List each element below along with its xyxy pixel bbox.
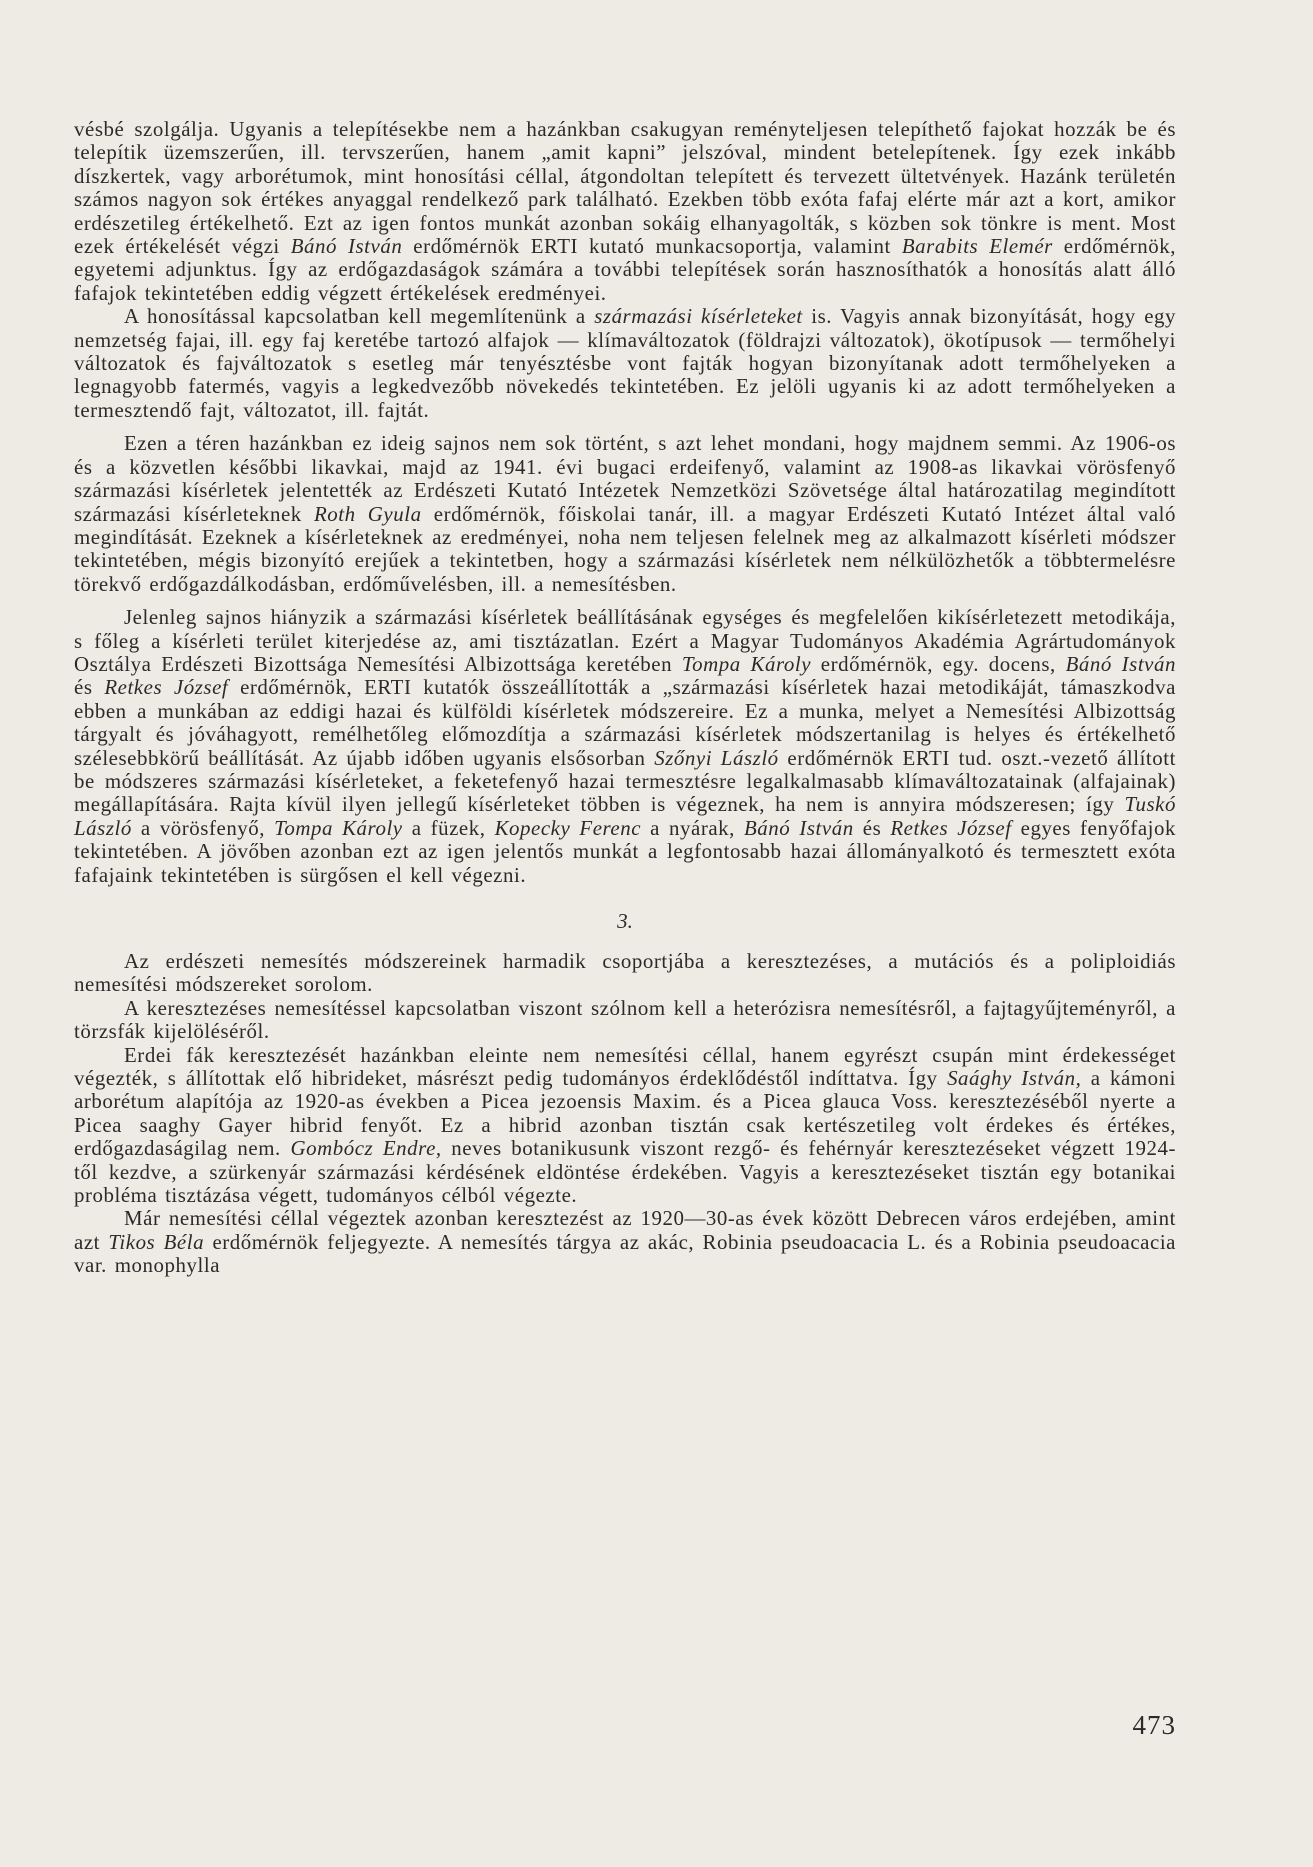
text-run: Ezen a téren hazánkban ez ideig sajnos nem sok történt, s azt lehet mondani, hogy majdnem semmi. Az 1906-os és a közvetlen későbbi likavkai, majd az 1941. évi bugaci erdeifenyő, valamint az 1908-as likavkai vörösfenyő származási kísérletek jelentették az Erdészeti Kutató Intézetek Nemzetközi Szövetsége által határozatilag megindított származási kísérleteknek [74, 431, 1176, 526]
text-run: erdőmérnök, egyetemi adjunktus. Így az erdőgazdaságok számára a további telepítések során hasznosíthatók a honosítás alatt álló fafajok tekintetében eddig végzett értékelések eredményei. [74, 234, 1177, 305]
text-run: erdőmérnök, főiskolai tanár, ill. a magyar Erdészeti Kutató Intézet által való megindítását. Ezeknek a kísérleteknek az eredményei, noha nem teljesen felelnek meg az alkalmazott kísérleti módszer tekintetében, mégis bizonyító erejűek a tekintetben, hogy a származási kísérletek nem nélkülözhetők a többtermelésre törekvő erdőgazdálkodásban, erdőművelésben, ill. a nemesítésben. [74, 501, 1176, 596]
paragraph-5 [74, 950, 1176, 997]
person-name: Bánó István [290, 234, 403, 259]
person-name: Bánó István [1065, 651, 1176, 676]
paragraph-8 [74, 1207, 1176, 1277]
paragraph-4 [74, 606, 1176, 887]
page-number: 473 [1132, 1710, 1176, 1740]
text-run: erdőmérnök ERTI tud. oszt.-vezető állított be módszeres származási kísérleteket, a feketefenyő hazai termesztésre legalkalmasabb klímaváltozatainak (alfajainak) megállapítására. Rajta kívül ilyen jellegű kísérleteket többen is végeznek, ha nem is annyira módszeresen; így [74, 745, 1176, 817]
text-run: Jelenleg sajnos hiányzik a származási kísérletek beállításának egységes és megfelelően kikísérletezett metodikája, s főleg a kísérleti terület kiterjedése az, ami tisztázatlan. Ezért a Magyar Tudományos Akadémia Agrártudományok Osztálya Erdészeti Bizottsága Nemesítési Albizottsága keretében [74, 605, 1176, 676]
text-run: vésbé szolgálja. Ugyanis a telepítésekbe nem a hazánkban csakugyan reményteljesen telepíthető fajokat hozzák be és telepítik üzemszerűen, ill. tervszerűen, hanem „amit kapni” jelszóval, mindent betelepítenek. Így ezek inkább díszkertek, vagy arborétumok, mint honosítási céllal, átgondoltan telepített és tervezett ültetvények. Hazánk területén számos nagyon sok értékes anyaggal rendelkező park található. Ezekben több exóta fafaj elérte már azt a kort, amikor erdészetileg értékelhető. Ezt az igen fontos munkát azonban sokáig elhanyagolták, s közben sok tönkre is ment. Most ezek értékelését végzi [74, 117, 1176, 259]
text-run: a nyárak, [641, 815, 744, 840]
text-run: a kámoni arborétum alapítója az 1920-as években a Picea jezoensis Maxim. és a Picea glauca Voss. keresztezéséből nyerte a Picea saaghy Gayer hibrid fenyőt. Ez a hibrid azonban tisztán csak kertészetileg volt érdekes és értékes, erdőgazdaságilag nem. [74, 1066, 1176, 1161]
person-name: Retkes József [104, 675, 229, 700]
text-run: erdőmérnök, ERTI kutatók összeállították a „származási kísérletek hazai metodikáját, támaszkodva ebben a munkában az eddigi hazai és külföldi kísérletek módszereire. Ez a munka, melyet a Nemesítési Albizottság tárgyalt és jóváhagyott, remélhetőleg előmozdítja a származási kísérletek módszertanilag is helyes és értékelhető szélesebbkörű beállítását. Az újabb időben ugyanis elsősorban [74, 675, 1176, 770]
paragraph-1 [74, 118, 1176, 305]
text-run: erdőmérnök, egy. docens, [811, 651, 1066, 676]
paragraph-3 [74, 432, 1176, 596]
person-name: Barabits Elemér [901, 234, 1053, 259]
text-run: a vörösfenyő, [131, 815, 275, 840]
person-name: Kopecky Ferenc [494, 815, 642, 840]
text-run: neves botanikusunk viszont rezgő- és fehérnyár keresztezéseket végzett 1924-től kezdve, a szürkenyár származási kérdésének eldöntése érdekében. Vagyis a keresztezéseket tisztán egy botanikai probléma tisztázása végett, tudományos célból végezte. [74, 1136, 1176, 1208]
page-body [74, 118, 1176, 1278]
paragraph-7 [74, 1044, 1176, 1208]
person-name: Tompa Károly [681, 651, 812, 676]
person-name: Tompa Károly [274, 815, 403, 840]
person-name: Roth Gyula [313, 501, 422, 526]
text-run: is. Vagyis annak bizonyítását, hogy egy nemzetség fajai, ill. egy faj keretébe tartozó alfajok — klímaváltozatok (földrajzi változatok), ökotípusok — termőhelyi változatok és fajváltozatok s esetleg már tenyésztésbe vont fajták hogyan bizonyítanak adott termőhelyeken a legnagyobb fatermés, vagyis a legkedvezőbb növekedés tekintetében. Ez jelöli ugyanis ki az adott termőhelyeken a termesztendő fajt, változatot, ill. fajtát. [74, 304, 1177, 422]
text-run: A keresztezéses nemesítéssel kapcsolatban viszont szólnom kell a heterózisra nemesítésről, a fajtagyűjteményről, a törzsfák kijelöléséről. [74, 995, 1176, 1044]
text-run: és [74, 675, 105, 700]
person-name: Szőnyi László [654, 745, 779, 770]
text-run: Az erdészeti nemesítés módszereinek harmadik csoportjába a keresztezéses, a mutációs és a poliploidiás nemesítési módszereket sorolom. [74, 949, 1176, 997]
person-name: Tikos Béla [108, 1229, 205, 1254]
person-name: Gombócz Endre, [290, 1136, 442, 1161]
section-number: 3. [617, 909, 633, 933]
text-run: egyes fenyőfajok tekintetében. A jövőben azonban ezt az igen jelentős munkát a legfontosabb hazai állományalkotó és termesztett exóta fafajaink tekintetében is sürgősen el kell végezni. [74, 815, 1176, 887]
text-run: erdőmérnök ERTI kutató munkacsoportja, valamint [402, 234, 902, 259]
person-name: Tuskó László [74, 792, 1176, 840]
person-name: Saághy István, [947, 1066, 1082, 1091]
text-run: A honosítással kapcsolatban kell megemlítenünk a [124, 304, 595, 329]
text-run: Erdei fák keresztezését hazánkban eleinte nem nemesítési céllal, hanem egyrészt csupán mint érdekességet végezték, s állítottak elő hibrideket, másrészt pedig tudományos érdeklődéstől indíttatva. Így [74, 1042, 1176, 1091]
person-name: Bánó István [743, 815, 854, 840]
person-name: származási kísérleteket [594, 304, 803, 329]
text-run: a füzek, [402, 815, 495, 840]
text-run: erdőmérnök feljegyezte. A nemesítés tárgya az akác, Robinia pseudoacacia L. és a Robinia pseudoacacia var. monophylla [74, 1229, 1176, 1278]
text-run: Már nemesítési céllal végeztek azonban keresztezést az 1920—30-as évek között Debrecen város erdejében, amint azt [74, 1206, 1176, 1254]
paragraph-2 [74, 305, 1176, 422]
person-name: Retkes József [890, 815, 1012, 840]
text-run: és [853, 815, 891, 840]
paragraph-6 [74, 997, 1176, 1044]
